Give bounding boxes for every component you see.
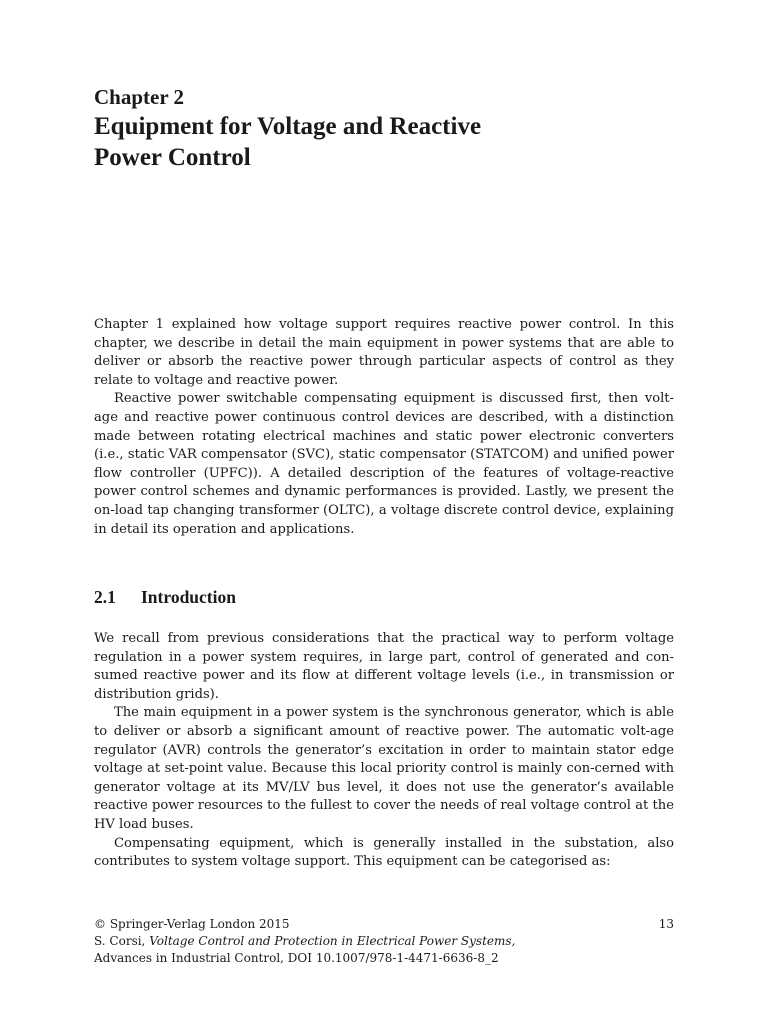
section-body xyxy=(94,630,674,872)
chapter-title xyxy=(94,111,654,173)
abstract-paragraph: Chapter 1 explained how voltage support requires reactive power control. In this chapter, we describe in detail the main equipment in power systems that are able to deliver or absorb the reactive power through particular aspects of control as they relate to voltage and reactive power. xyxy=(94,317,674,388)
chapter-abstract xyxy=(94,316,674,539)
page-number: 13 xyxy=(658,917,674,931)
citation-line xyxy=(94,933,674,950)
chapter-title-line-1: Equipment for Voltage and Reactive xyxy=(94,113,482,140)
citation-author: S. Corsi, xyxy=(94,934,150,948)
body-paragraph: Compensating equipment, which is generally installed in the substation, also contributes to system voltage support. This equipment can be categorised as: xyxy=(94,835,674,870)
chapter-title-line-2: Power Control xyxy=(94,144,251,171)
chapter-label: Chapter 2 xyxy=(94,85,185,109)
section-number: 2.1 xyxy=(94,587,116,607)
series-doi-line: Advances in Industrial Control, DOI 10.1007/978-1-4471-6636-8_2 xyxy=(94,951,499,965)
citation-book-title: Voltage Control and Protection in Electrical Power Systems, xyxy=(149,934,516,948)
body-paragraph: The main equipment in a power system is the synchronous generator, which is able to deliver or absorb a significant amount of reactive power. The automatic volt-age regulator (AVR) controls the generator’s excitation in order to maintain stator edge voltage at set-point value. Because this local priority control is mainly con-cerned with generator voltage at its MV/LV bus level, it does not use the generator’s available reactive power resources to the fullest to cover the needs of real voltage control at the HV load buses. xyxy=(94,705,674,832)
section-title: Introduction xyxy=(141,587,236,607)
page-footer xyxy=(94,916,674,967)
body-paragraph: We recall from previous considerations that the practical way to perform voltage regulation in a power system requires, in large part, control of generated and con-sumed reactive power and its flow at different voltage levels (i.e., in transmission or distribution grids). xyxy=(94,631,674,702)
section-heading xyxy=(94,586,236,608)
abstract-paragraph: Reactive power switchable compensating equipment is discussed first, then volt-age and reactive power continuous control devices are described, with a distinction made between rotating electrical machines and static power electronic converters (i.e., static VAR compensator (SVC), static compensator (STATCOM) and unified power flow controller (UPFC)). A detailed description of the features of voltage-reactive power control schemes and dynamic performances is provided. Lastly, we present the on-load tap changing transformer (OLTC), a voltage discrete control device, explaining in detail its operation and applications. xyxy=(94,391,674,537)
copyright-line: © Springer-Verlag London 2015 xyxy=(94,917,290,931)
